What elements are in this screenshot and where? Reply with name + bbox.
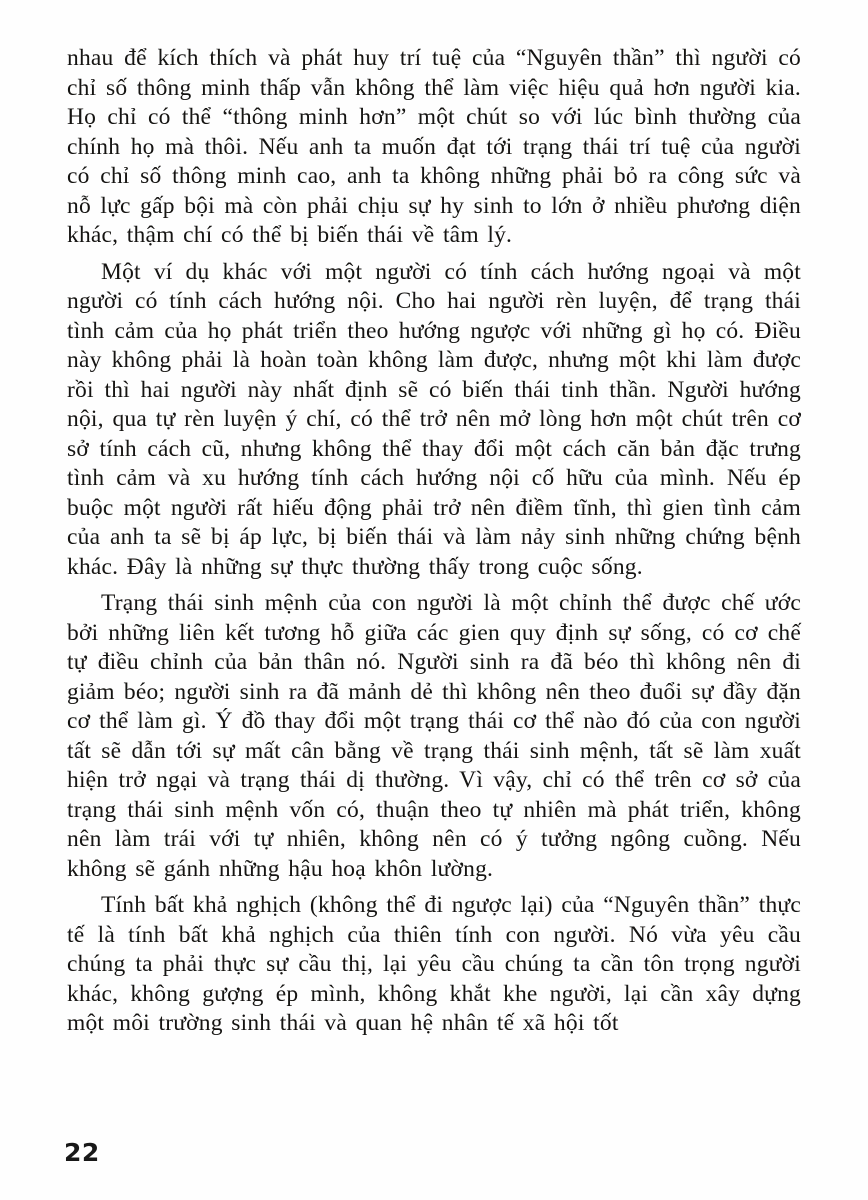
- page-number: 22: [64, 1138, 100, 1167]
- paragraph: nhau để kích thích và phát huy trí tuệ của “Nguyên thần” thì người có chỉ số thông minh thấp vẫn không thể làm việc hiệu quả hơn người kia. Họ chỉ có thể “thông minh hơn” một chút so với lúc bình thường của chính họ mà thôi. Nếu anh ta muốn đạt tới trạng thái trí tuệ của người có chỉ số thông minh cao, anh ta không những phải bỏ ra công sức và nỗ lực gấp bội mà còn phải chịu sự hy sinh to lớn ở nhiều phương diện khác, thậm chí có thể bị biến thái về tâm lý.: [67, 45, 801, 248]
- paragraph: Tính bất khả nghịch (không thể đi ngược lại) của “Nguyên thần” thực tế là tính bất khả nghịch của thiên tính con người. Nó vừa yêu cầu chúng ta phải thực sự cầu thị, lại yêu cầu chúng ta cần tôn trọng người khác, không gượng ép mình, không khắt khe người, lại cần xây dựng một môi trường sinh thái và quan hệ nhân tế xã hội tốt: [67, 892, 801, 1036]
- paragraph: Trạng thái sinh mệnh của con người là một chỉnh thể được chế ước bởi những liên kết tương hỗ giữa các gien quy định sự sống, có cơ chế tự điều chỉnh của bản thân nó. Người sinh ra đã béo thì không nên đi giảm béo; người sinh ra đã mảnh dẻ thì không nên theo đuổi sự đầy đặn cơ thể làm gì. Ý đồ thay đổi một trạng thái cơ thể nào đó của con người tất sẽ dẫn tới sự mất cân bằng về trạng thái sinh mệnh, tất sẽ làm xuất hiện trở ngại và trạng thái dị thường. Vì vậy, chỉ có thể trên cơ sở của trạng thái sinh mệnh vốn có, thuận theo tự nhiên mà phát triển, không nên làm trái với tự nhiên, không nên có ý tưởng ngông cuồng. Nếu không sẽ gánh những hậu hoạ khôn lường.: [67, 590, 801, 882]
- page-text-block: [67, 44, 801, 1039]
- paragraph: Một ví dụ khác với một người có tính cách hướng ngoại và một người có tính cách hướng nội. Cho hai người rèn luyện, để trạng thái tình cảm của họ phát triển theo hướng ngược với những gì họ có. Điều này không phải là hoàn toàn không làm được, nhưng một khi làm được rồi thì hai người này nhất định sẽ có biến thái tinh thần. Người hướng nội, qua tự rèn luyện ý chí, có thể trở nên mở lòng hơn một chút trên cơ sở tính cách cũ, nhưng không thể thay đổi một cách căn bản đặc trưng tình cảm và xu hướng tính cách hướng nội cố hữu của mình. Nếu ép buộc một người rất hiếu động phải trở nên điềm tĩnh, thì gien tình cảm của anh ta sẽ bị áp lực, bị biến thái và làm nảy sinh những chứng bệnh khác. Đây là những sự thực thường thấy trong cuộc sống.: [67, 258, 801, 580]
